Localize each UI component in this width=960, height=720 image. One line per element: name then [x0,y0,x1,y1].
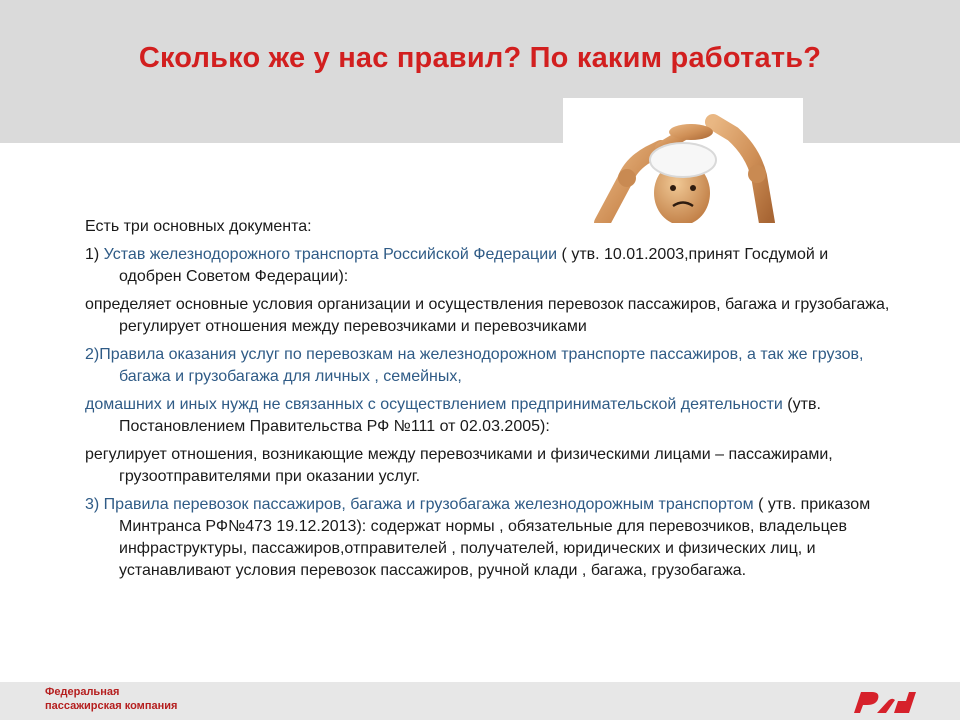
document-2-title: 2)Правила оказания услуг по перевозкам на железнодорожном транспорте пассажиров, а так же грузов, багажа и грузобагажа для личных , семейных, [85,346,864,385]
document-2-title-cont: домашних и иных нужд не связанных с осуществлением предпринимательской деятельности [85,396,783,413]
slide-body [85,216,895,582]
document-item-3: 3) Правила перевозок пассажиров, багажа и грузобагажа железнодорожным транспортом ( утв. приказом Минтранса РФ№473 19.12.2013): содержат нормы , обязательные для перевозчиков, владельцев инфраструктуры, пассажиров,отправителей , получателей, юридических и физических лиц, и устанавливают условия перевозок пассажиров, ручной клади , багажа, грузобагажа. [85,496,871,579]
intro-text: Есть три основных документа: [85,218,312,235]
wooden-mannequin-image [563,98,803,223]
document-item-1: 1) Устав железнодорожного транспорта Российской Федерации ( утв. 10.01.2003,принят Госдумой и одобрен Советом Федерации): [85,246,829,285]
document-2-description: регулирует отношения, возникающие между перевозчиками и физическими лицами – пассажирами, грузоотправителями при оказании услуг. [85,446,833,485]
slide-title: Сколько же у нас правил? По каким работать? [138,42,822,74]
company-name: Федеральная пассажирская компания [45,686,178,712]
document-item-2 [85,344,895,388]
document-1-title: Устав железнодорожного транспорта Российской Федерации [103,246,558,263]
wooden-mannequin-icon [563,98,803,223]
rzd-logo-icon [850,687,920,717]
document-item-2-continuation: домашних и иных нужд не связанных с осуществлением предпринимательской деятельности (утв. Постановлением Правительства РФ №111 от 02.03.2005): [85,396,821,435]
document-3-title: 3) Правила перевозок пассажиров, багажа и грузобагажа железнодорожным транспортом [85,496,754,513]
document-1-description: определяет основные условия организации и осуществления перевозок пассажиров, багажа и грузобагажа, регулирует отношения между перевозчиками и перевозчиками [85,296,890,335]
